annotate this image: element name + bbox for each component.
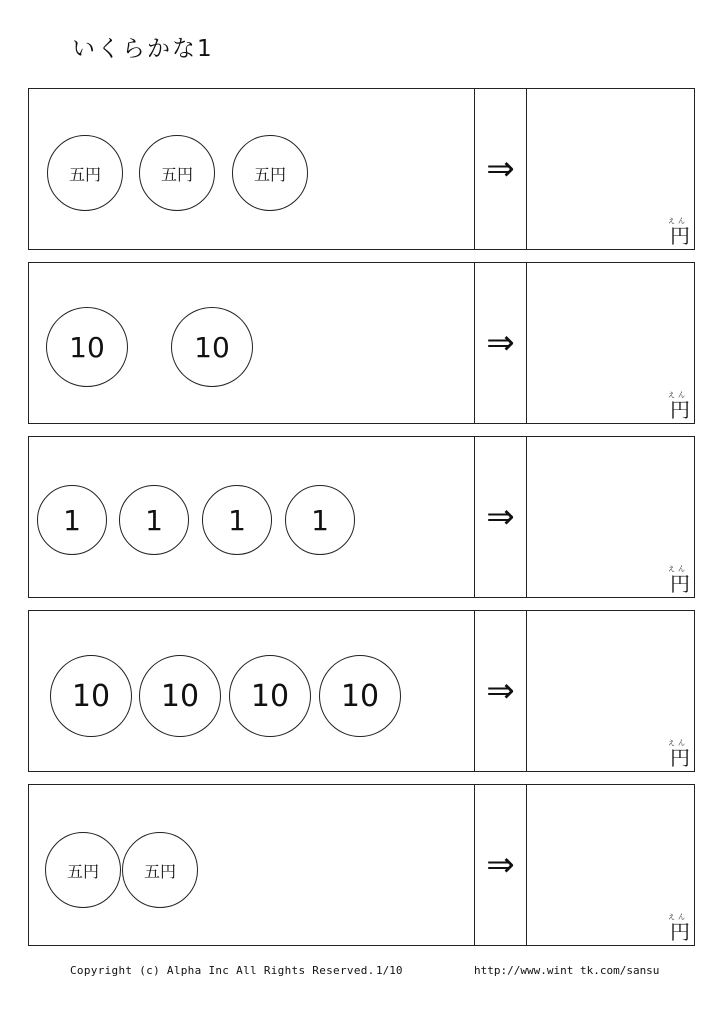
arrow-cell — [474, 88, 527, 250]
problem-row-4 — [28, 610, 695, 772]
coin-5yen: 五円 — [45, 832, 121, 908]
arrow-cell — [474, 262, 527, 424]
answer-box[interactable] — [526, 436, 695, 598]
arrow-icon: ⇒ — [486, 323, 515, 363]
page-title: いくらかな1 — [72, 36, 214, 62]
unit-label: 円 — [670, 398, 690, 422]
coin-10yen: 10 — [50, 655, 132, 737]
problem-row-1 — [28, 88, 695, 250]
coin-5yen: 五円 — [47, 135, 123, 211]
coin-area — [28, 610, 475, 772]
unit-label: 円 — [670, 920, 690, 944]
unit-ruby: えん — [668, 391, 688, 399]
coin-area — [28, 436, 475, 598]
unit-label: 円 — [670, 572, 690, 596]
footer-url[interactable]: http://www.wint tk.com/sansu — [474, 964, 660, 977]
unit-ruby: えん — [668, 913, 688, 921]
coin-5yen: 五円 — [139, 135, 215, 211]
unit-ruby: えん — [668, 739, 688, 747]
coin-5yen: 五円 — [232, 135, 308, 211]
unit-ruby: えん — [668, 565, 688, 573]
coin-1yen: 1 — [119, 485, 189, 555]
arrow-icon: ⇒ — [486, 149, 515, 189]
answer-box[interactable] — [526, 610, 695, 772]
arrow-icon: ⇒ — [486, 845, 515, 885]
coin-10yen: 10 — [229, 655, 311, 737]
problem-row-2 — [28, 262, 695, 424]
arrow-cell — [474, 610, 527, 772]
arrow-cell — [474, 784, 527, 946]
coin-5yen: 五円 — [122, 832, 198, 908]
answer-box[interactable] — [526, 88, 695, 250]
coin-10yen: 10 — [171, 307, 253, 387]
coin-1yen: 1 — [285, 485, 355, 555]
coin-1yen: 1 — [202, 485, 272, 555]
footer-page-number: 1/10 — [376, 964, 403, 977]
unit-label: 円 — [670, 224, 690, 248]
arrow-icon: ⇒ — [486, 671, 515, 711]
unit-label: 円 — [670, 746, 690, 770]
unit-ruby: えん — [668, 217, 688, 225]
coin-1yen: 1 — [37, 485, 107, 555]
coin-10yen: 10 — [46, 307, 128, 387]
coin-area — [28, 784, 475, 946]
arrow-cell — [474, 436, 527, 598]
problem-row-5 — [28, 784, 695, 946]
coin-area — [28, 262, 475, 424]
arrow-icon: ⇒ — [486, 497, 515, 537]
coin-10yen: 10 — [319, 655, 401, 737]
problem-row-3 — [28, 436, 695, 598]
coin-10yen: 10 — [139, 655, 221, 737]
answer-box[interactable] — [526, 784, 695, 946]
answer-box[interactable] — [526, 262, 695, 424]
coin-area — [28, 88, 475, 250]
footer-copyright: Copyright (c) Alpha Inc All Rights Reserved. — [70, 964, 375, 977]
